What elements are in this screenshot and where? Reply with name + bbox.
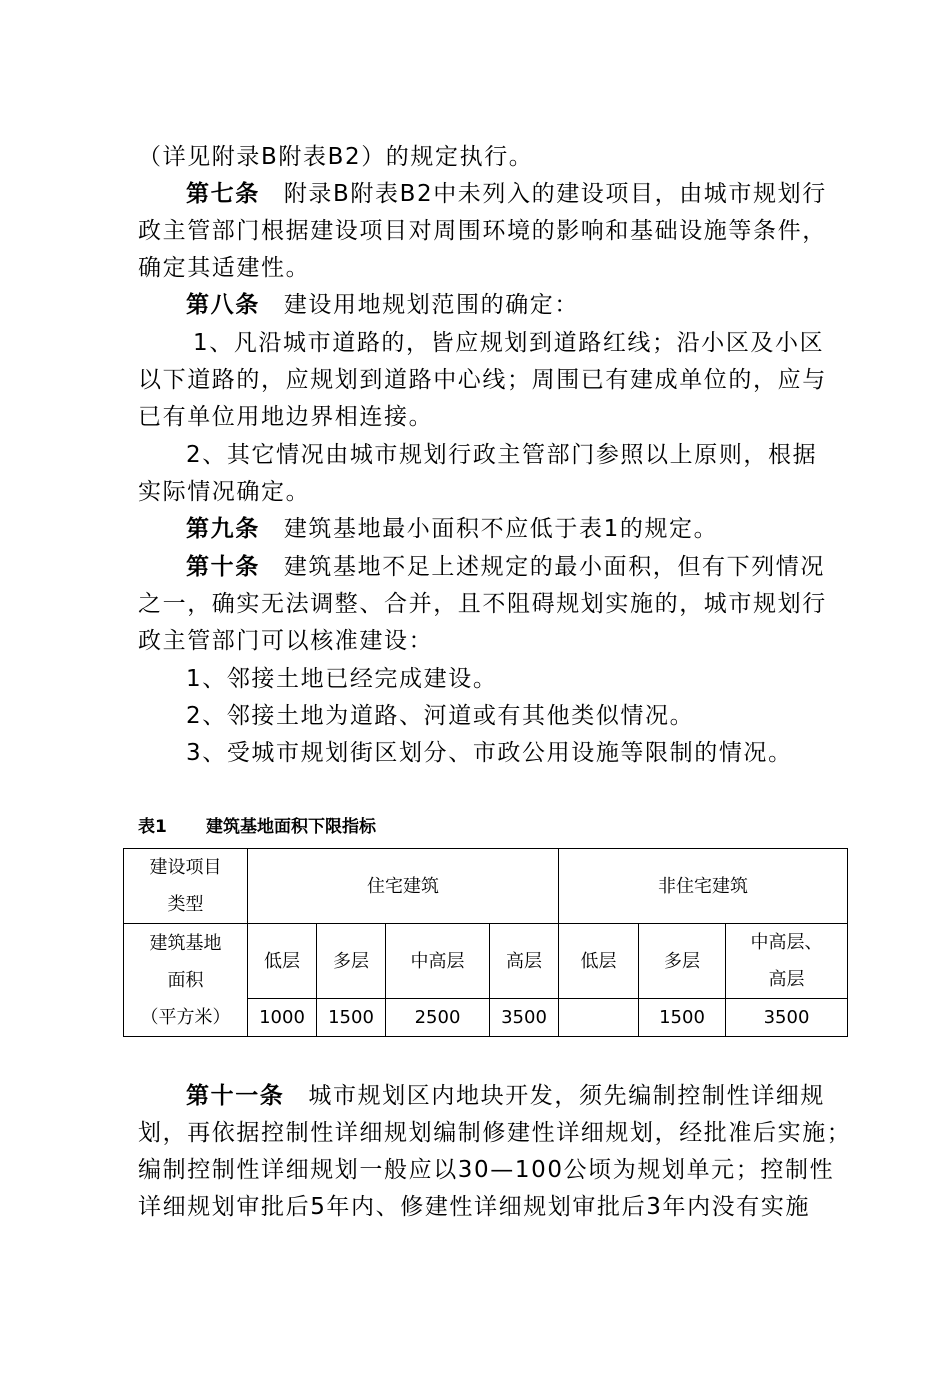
text-line: 实际情况确定。	[138, 479, 311, 505]
text-span: 建设用地规划范围的确定：	[283, 292, 580, 318]
value-cell: 3500	[490, 999, 559, 1037]
text-span: 附录B附表B2中未列入的建设项目，由城市规划行	[283, 181, 827, 207]
text-span: 建筑基地最小面积不应低于表1的规定。	[283, 516, 719, 542]
text-line: 详细规划审批后5年内、修建性详细规划审批后3年内没有实施	[138, 1194, 811, 1220]
text-line: 之一，确实无法调整、合并，且不阻碍规划实施的，城市规划行	[138, 591, 827, 617]
area-table	[123, 848, 848, 1037]
header-line: （平方米）	[140, 1006, 231, 1028]
group-nonresidential: 非住宅建筑	[559, 849, 848, 924]
column-header: 多层	[639, 924, 726, 999]
article-7-line	[186, 179, 827, 209]
article-heading: 第十条	[186, 554, 260, 580]
group-residential: 住宅建筑	[248, 849, 559, 924]
text-line: 编制控制性详细规划一般应以30—100公顷为规划单元；控制性	[138, 1157, 835, 1183]
article-10-line	[186, 552, 825, 582]
value-cell: 3500	[726, 999, 848, 1037]
header-line: 面积	[167, 969, 204, 991]
column-header	[726, 924, 848, 999]
text-line: 政主管部门可以核准建设：	[138, 628, 434, 654]
text-line: 政主管部门根据建设项目对周围环境的影响和基础设施等条件，	[138, 218, 827, 244]
article-9-line	[186, 514, 718, 544]
article-8-line	[186, 290, 579, 320]
text-line: 确定其适建性。	[138, 255, 311, 281]
column-header-line: 中高层、	[750, 932, 823, 953]
column-header: 低层	[248, 924, 317, 999]
table-caption	[138, 815, 376, 839]
table-caption-title: 建筑基地面积下限指标	[206, 817, 376, 837]
text-line: （详见附录B附表B2）的规定执行。	[138, 144, 534, 170]
text-line: 3、受城市规划街区划分、市政公用设施等限制的情况。	[186, 740, 793, 766]
text-line: 2、其它情况由城市规划行政主管部门参照以上原则，根据	[186, 442, 818, 468]
column-header-line: 高层	[768, 969, 805, 990]
table-header-cell	[124, 849, 248, 924]
text-line: 以下道路的，应规划到道路中心线；周围已有建成单位的，应与	[138, 367, 827, 393]
header-line: 类型	[167, 894, 204, 915]
article-11-line	[186, 1081, 825, 1111]
column-header: 多层	[317, 924, 386, 999]
value-cell	[559, 999, 639, 1037]
column-header: 高层	[490, 924, 559, 999]
article-heading: 第九条	[186, 516, 260, 542]
text-span: 城市规划区内地块开发，须先编制控制性详细规	[308, 1083, 826, 1109]
header-line: 建筑基地	[149, 932, 222, 954]
text-line: 已有单位用地边界相连接。	[138, 404, 434, 430]
article-heading: 第十一条	[186, 1083, 285, 1109]
column-header: 低层	[559, 924, 639, 999]
column-header: 中高层	[386, 924, 490, 999]
text-line: 1、凡沿城市道路的，皆应规划到道路红线；沿小区及小区	[193, 330, 825, 356]
value-cell: 2500	[386, 999, 490, 1037]
header-line: 建设项目	[149, 857, 222, 878]
value-cell: 1500	[639, 999, 726, 1037]
table-caption-number: 表1	[138, 817, 167, 837]
table-row	[124, 924, 848, 999]
value-cell: 1000	[248, 999, 317, 1037]
value-cell: 1500	[317, 999, 386, 1037]
table-row	[124, 849, 848, 924]
text-line: 1、邻接土地已经完成建设。	[186, 666, 498, 692]
text-line: 2、邻接土地为道路、河道或有其他类似情况。	[186, 703, 695, 729]
text-span: 建筑基地不足上述规定的最小面积，但有下列情况	[283, 554, 826, 580]
table-header-cell	[124, 924, 248, 1037]
text-line: 划，再依据控制性详细规划编制修建性详细规划，经批准后实施；	[138, 1120, 852, 1146]
article-heading: 第七条	[186, 181, 260, 207]
article-heading: 第八条	[186, 292, 260, 318]
